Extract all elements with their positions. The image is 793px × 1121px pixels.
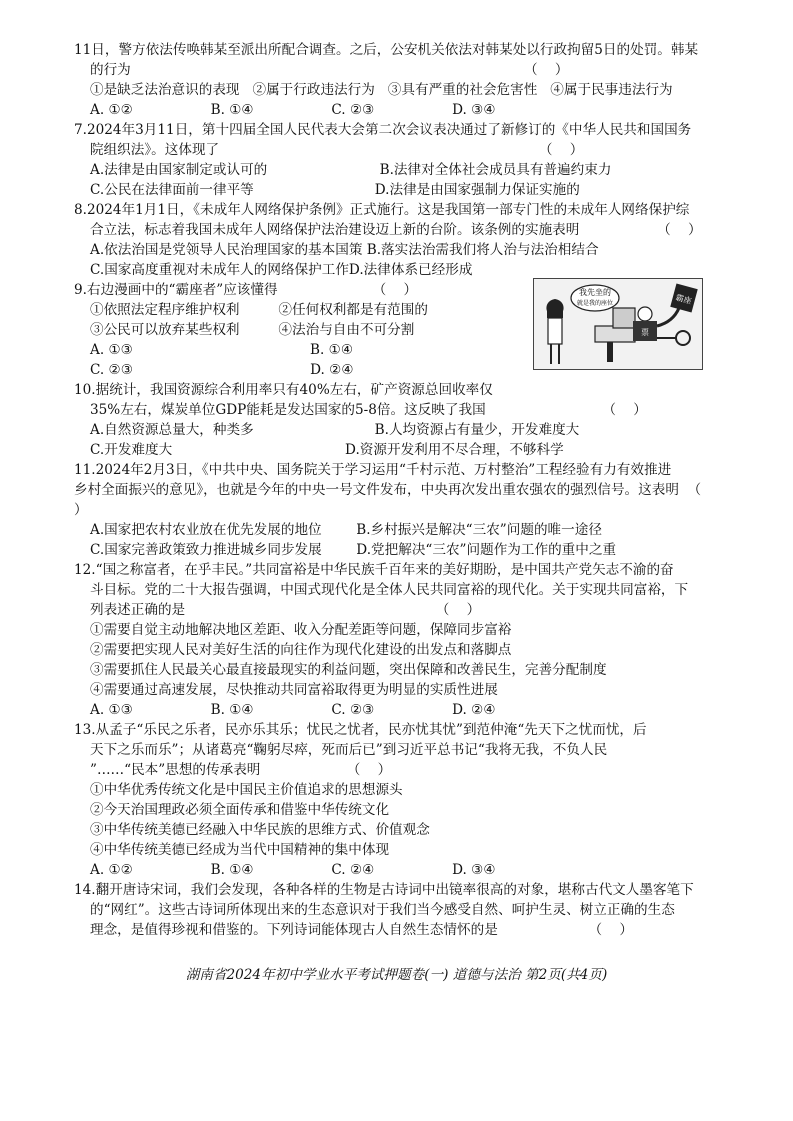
line-1: 11日，警方依法传唤韩某至派出所配合调查。之后，公安机关依法对韩某处以行政拘留5日的处罚。韩某 — [74, 42, 699, 58]
line-41: ④中华传统美德已经成为当代中国精神的集中体现 — [90, 842, 390, 858]
line-33: ④需要通过高速发展，尽快推动共同富裕取得更为明显的实质性进展 — [90, 682, 498, 698]
page-footer: 湖南省2024年初中学业水平考试押题卷(一) 道德与法治 第2页(共4页) — [185, 967, 608, 983]
line-19: 35%左右，煤炭单位GDP能耗是发达国家的5-8倍。这反映了我国 （ ） — [90, 402, 647, 418]
line-35: 13.从孟子“乐民之乐者，民亦乐其乐；忧民之忧者，民亦忧其忧”到范仲淹“先天下之忧而忧，后 — [74, 722, 647, 738]
line-20: A.自然资源总量大，种类多 B.人均资源占有量少，开发难度大 — [90, 422, 580, 438]
line-8: C.公民在法律面前一律平等 D.法律是由国家强制力保证实施的 — [90, 182, 580, 198]
line-45: 理念，是值得珍视和借鉴的。下列诗词能体现古人自然生态情怀的是 （ ） — [90, 922, 634, 938]
line-40: ③中华传统美德已经融入中华民族的思维方式、价值观念 — [90, 822, 430, 838]
line-38: ①中华优秀传统文化是中国民主价值追求的思想源头 — [90, 782, 403, 798]
line-30: ①需要自觉主动地解决地区差距、收入分配差距等问题，保障同步富裕 — [90, 622, 512, 638]
line-27: 12.“国之称富者，在乎丰民。”共同富裕是中华民族千百年来的美好期盼，是中国共产党矢志不渝的奋 — [74, 562, 674, 578]
line-9: 8.2024年1月1日，《未成年人网络保护条例》正式施行。这是我国第一部专门性的未成年人网络保护综 — [74, 202, 690, 218]
line-44: 的“网红”。这些古诗词所体现出来的生态意识对于我们当今感受自然、呵护生灵、树立正确的生态 — [90, 902, 675, 918]
line-3: ①是缺乏法治意识的表现 ②属于行政违法行为 ③具有严重的社会危害性 ④属于民事违法行为 — [90, 82, 673, 98]
line-11: A.依法治国是党领导人民治理国家的基本国策 B.落实法治需我们将人治与法治相结合 — [90, 242, 599, 258]
line-7: A.法律是由国家制定或认可的 B.法律对全体社会成员具有普遍约束力 — [90, 162, 612, 178]
line-22: 11.2024年2月3日，《中共中央、国务院关于学习运用“千村示范、万村整治”工程经验有力有效推进 — [74, 462, 672, 478]
line-34: A. ①③ B. ①④ C. ②③ D. ②④ — [90, 702, 496, 718]
line-13: 9.右边漫画中的“霸座者”应该懂得 （ ） — [74, 282, 418, 298]
line-26: C.国家完善政策致力推进城乡同步发展 D.党把解决“三农”问题作为工作的重中之重 — [90, 542, 617, 558]
seat-hogger-comic — [533, 278, 703, 370]
line-23: 乡村全面振兴的意见》，也就是今年的中央一号文件发布，中央再次发出重农强农的强烈信号。这表明 （ — [74, 482, 702, 498]
comic-seat-label: 票 — [641, 328, 649, 337]
comic-bubble-line-1: 我先坐的 — [579, 288, 611, 297]
line-6: 院组织法》。这体现了 （ ） — [90, 142, 584, 158]
line-5: 7.2024年3月11日，第十四届全国人民代表大会第二次会议表决通过了新修订的《中华人民共和国国务 — [74, 122, 692, 138]
line-39: ②今天治国理政必须全面传承和借鉴中华传统文化 — [90, 802, 390, 818]
line-14: ①依照法定程序维护权利 ②任何权利都是有范围的 — [90, 302, 428, 318]
line-42: A. ①② B. ①④ C. ②④ D. ③④ — [90, 862, 496, 878]
line-18: 10.据统计，我国资源综合利用率只有40%左右，矿产资源总回收率仅 — [74, 382, 493, 398]
line-32: ③需要抓住人民最关心最直接最现实的利益问题，突出保障和改善民生，完善分配制度 — [90, 662, 607, 678]
line-4: A. ①② B. ①④ C. ②③ D. ③④ — [90, 102, 496, 118]
line-21: C.开发难度大 D.资源开发利用不尽合理，不够科学 — [90, 442, 564, 458]
line-15: ③公民可以放弃某些权利 ④法治与自由不可分割 — [90, 322, 415, 338]
line-2: 的行为 （ ） — [90, 62, 569, 78]
comic-bubble-line-2: 就是我的座位 — [576, 300, 614, 307]
line-16: A. ①③ B. ①④ — [90, 342, 354, 358]
line-29: 列表述正确的是 （ ） — [90, 602, 481, 618]
line-24: ） — [74, 502, 88, 518]
line-10: 合立法，标志着我国未成年人网络保护法治建设迈上新的台阶。该条例的实施表明 （ ） — [90, 222, 702, 238]
line-43: 14.翻开唐诗宋词，我们会发现，各种各样的生物是古诗词中出镜率很高的对象，堪称古代文人墨客笔下 — [74, 882, 694, 898]
line-37: ”……“民本”思想的传承表明 （ ） — [90, 762, 392, 778]
line-25: A.国家把农村农业放在优先发展的地位 B.乡村振兴是解决“三农”问题的唯一途径 — [90, 522, 602, 538]
comic-sign-label: 霸座 — [674, 293, 693, 306]
line-36: 天下之乐而乐”；从诸葛亮“鞠躬尽瘁，死而后已”到习近平总书记“我将无我，不负人民 — [90, 742, 608, 758]
line-28: 斗目标。党的二十大报告强调，中国式现代化是全体人民共同富裕的现代化。关于实现共同富裕，下 — [90, 582, 689, 598]
line-12: C.国家高度重视对未成年人的网络保护工作D.法律体系已经形成 — [90, 262, 473, 278]
line-31: ②需要把实现人民对美好生活的向往作为现代化建设的出发点和落脚点 — [90, 642, 512, 658]
line-17: C. ②③ D. ②④ — [90, 362, 354, 378]
